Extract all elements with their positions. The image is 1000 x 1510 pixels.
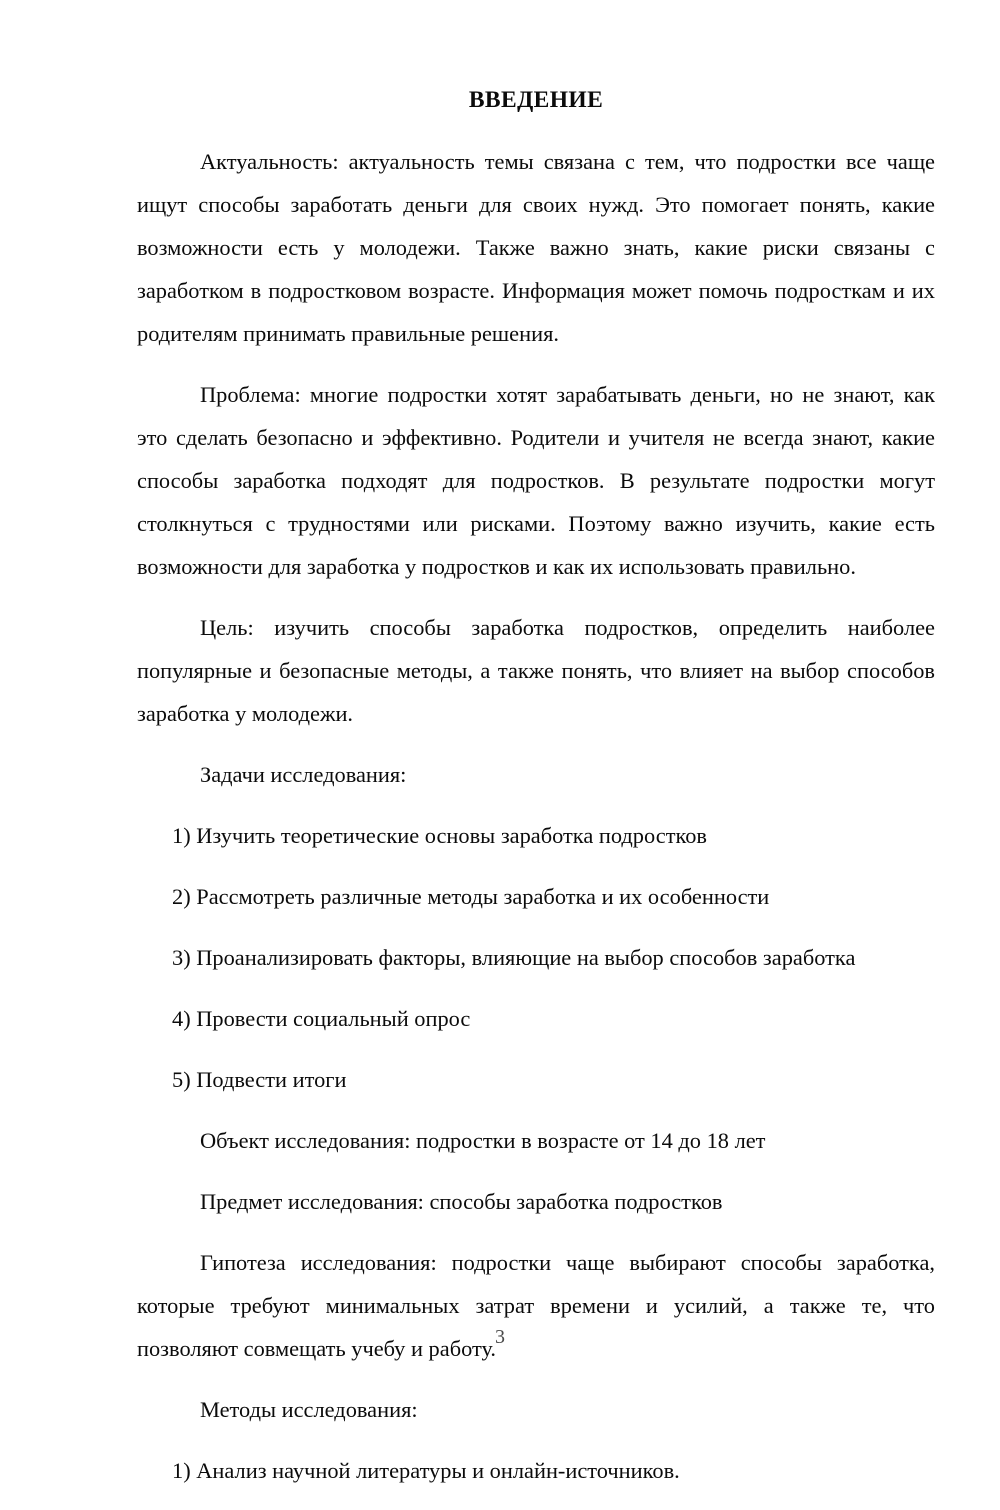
paragraph-hypothesis: Гипотеза исследования: подростки чаще выбирают способы заработка, которые требуют минимальных затрат времени и усилий, а также те, что позволяют совмещать учебу и работу.	[137, 1250, 935, 1362]
paragraph-problem: Проблема: многие подростки хотят зарабатывать деньги, но не знают, как это сделать безопасно и эффективно. Родители и учителя не всегда знают, какие способы заработка подходят для подростков. В результате подростки могут столкнуться с трудностями или рисками. Поэтому важно изучить, какие есть возможности для заработка у подростков и как их использовать правильно.	[137, 382, 935, 580]
list-item: 1) Анализ научной литературы и онлайн-источников.	[172, 1458, 680, 1484]
list-item: 2) Рассмотреть различные методы заработка и их особенности	[172, 884, 770, 910]
tasks-heading: Задачи исследования:	[200, 762, 407, 788]
object-of-research-line: Объект исследования: подростки в возрасте от 14 до 18 лет	[200, 1128, 766, 1154]
list-item: 5) Подвести итоги	[172, 1067, 347, 1093]
methods-heading: Методы исследования:	[200, 1397, 418, 1423]
list-item: 3) Проанализировать факторы, влияющие на выбор способов заработка	[172, 945, 856, 971]
paragraph-relevance: Актуальность: актуальность темы связана с тем, что подростки все чаще ищут способы заработать деньги для своих нужд. Это помогает понять, какие возможности есть у молодежи. Также важно знать, какие риски связаны с заработком в подростковом возрасте. Информация может помочь подросткам и их родителям принимать правильные решения.	[137, 149, 935, 347]
list-item: 4) Провести социальный опрос	[172, 1006, 471, 1032]
subject-of-research-line: Предмет исследования: способы заработка подростков	[200, 1189, 723, 1215]
document-text-column	[137, 86, 935, 1510]
list-item: 1) Изучить теоретические основы заработка подростков	[172, 823, 707, 849]
paragraph-goal: Цель: изучить способы заработка подростков, определить наиболее популярные и безопасные методы, а также понять, что влияет на выбор способов заработка у молодежи.	[137, 615, 935, 727]
page-title: ВВЕДЕНИЕ	[468, 87, 604, 113]
page-number: 3	[495, 1326, 505, 1348]
